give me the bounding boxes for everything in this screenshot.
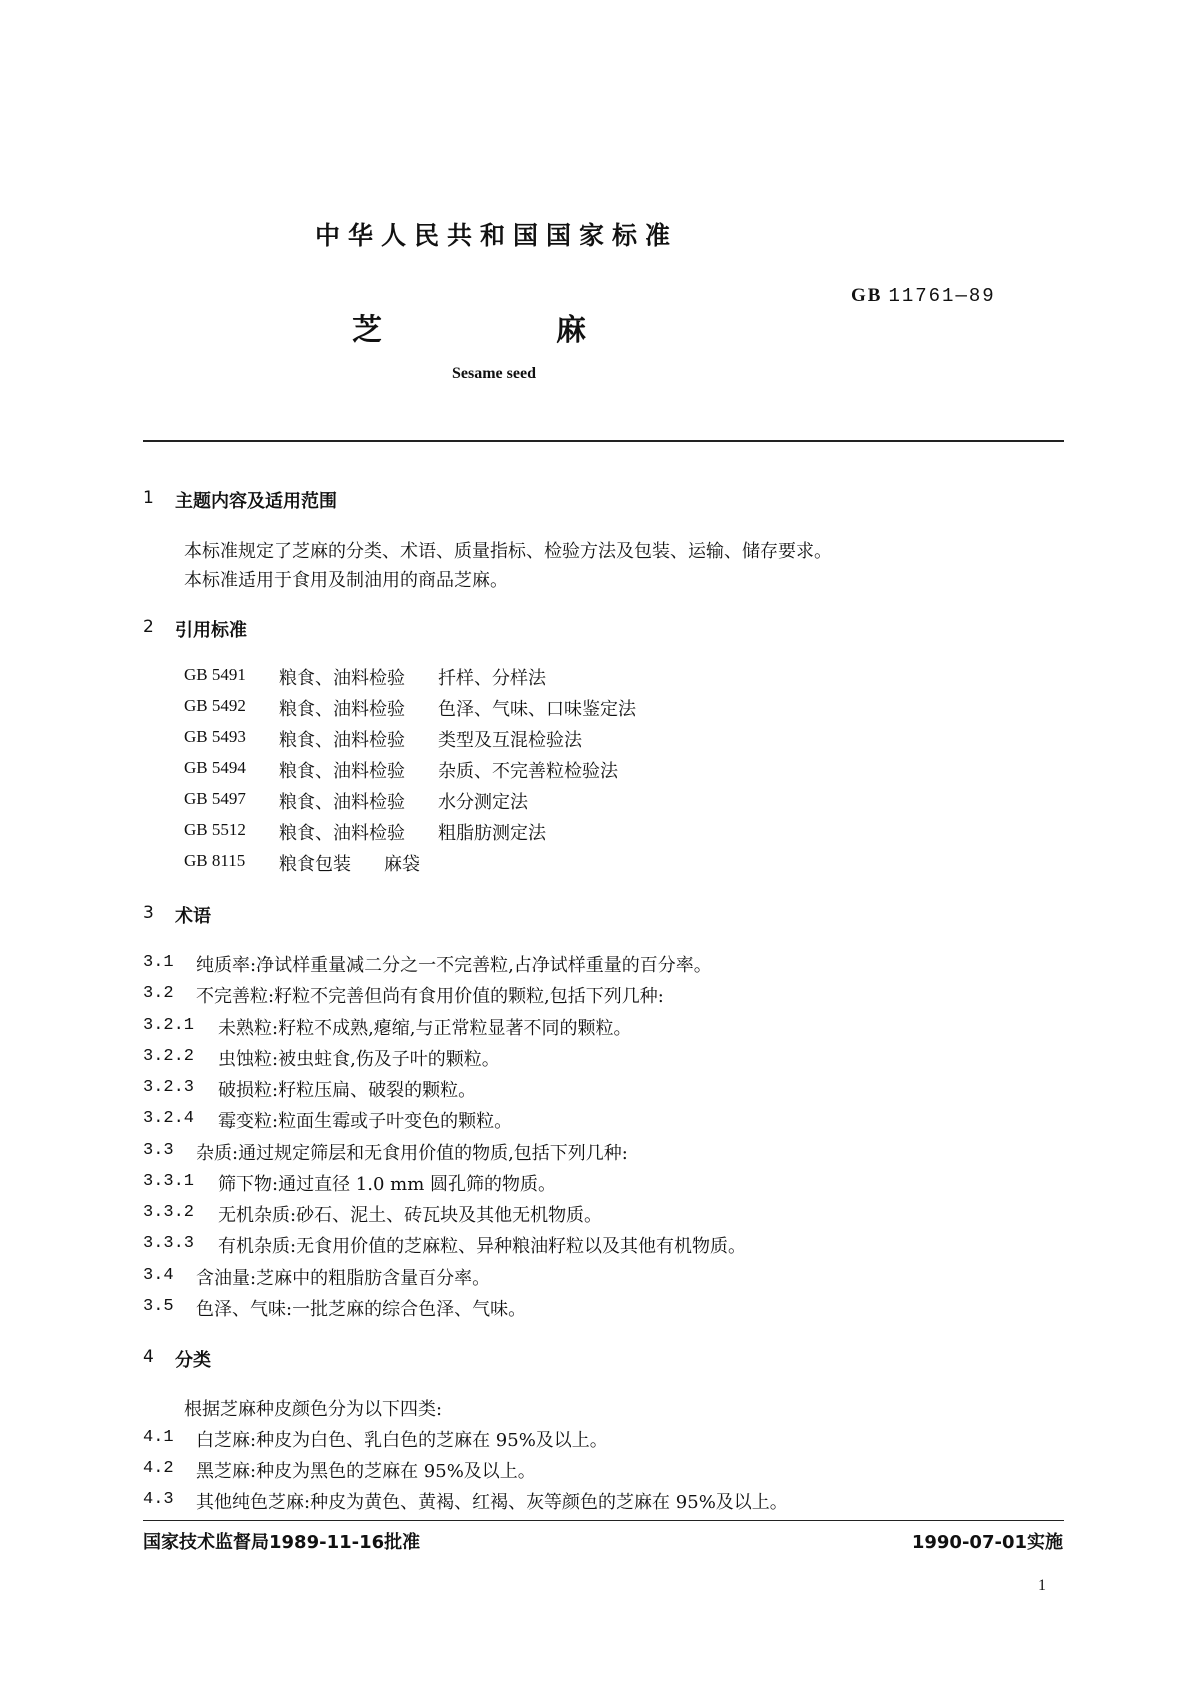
reference-code: GB 5493 bbox=[184, 727, 246, 746]
reference-code: GB 5494 bbox=[184, 758, 246, 777]
section-1-paragraph-1: 本标准规定了芝麻的分类、术语、质量指标、检验方法及包装、运输、储存要求。 bbox=[184, 541, 832, 562]
class-text: 白芝麻:种皮为白色、乳白色的芝麻在 95%及以上。 bbox=[196, 1430, 608, 1451]
term-number: 3.1 bbox=[143, 953, 174, 972]
reference-name: 水分测定法 bbox=[438, 792, 528, 813]
reference-category: 粮食、油料检验 bbox=[279, 699, 405, 720]
document-title-char-1: 芝 bbox=[352, 313, 382, 348]
reference-category: 粮食、油料检验 bbox=[279, 668, 405, 689]
class-text: 黑芝麻:种皮为黑色的芝麻在 95%及以上。 bbox=[196, 1461, 536, 1482]
section-1-title: 主题内容及适用范围 bbox=[175, 491, 337, 512]
reference-code: GB 5512 bbox=[184, 820, 246, 839]
reference-name: 色泽、气味、口味鉴定法 bbox=[438, 699, 636, 720]
standard-code-prefix: GB bbox=[851, 285, 883, 306]
term-number: 3.2.4 bbox=[143, 1109, 195, 1128]
term-number: 3.4 bbox=[143, 1266, 174, 1285]
section-4-title: 分类 bbox=[175, 1350, 211, 1371]
term-number: 3.2.3 bbox=[143, 1078, 195, 1097]
section-1-number: 1 bbox=[143, 488, 154, 508]
term-number: 3.3.3 bbox=[143, 1234, 195, 1253]
term-text: 杂质:通过规定筛层和无食用价值的物质,包括下列几种: bbox=[196, 1143, 628, 1164]
term-text: 破损粒:籽粒压扁、破裂的颗粒。 bbox=[218, 1080, 477, 1101]
class-number: 4.2 bbox=[143, 1459, 174, 1478]
section-4-intro: 根据芝麻种皮颜色分为以下四类: bbox=[184, 1399, 443, 1420]
page-number: 1 bbox=[1038, 1577, 1046, 1594]
reference-category: 粮食、油料检验 bbox=[279, 792, 405, 813]
term-text: 色泽、气味:一批芝麻的综合色泽、气味。 bbox=[196, 1299, 527, 1320]
term-number: 3.5 bbox=[143, 1297, 174, 1316]
section-2-title: 引用标准 bbox=[175, 620, 247, 641]
section-1-paragraph-2: 本标准适用于食用及制油用的商品芝麻。 bbox=[184, 570, 508, 591]
section-3-number: 3 bbox=[143, 903, 154, 923]
term-number: 3.2 bbox=[143, 984, 174, 1003]
standard-code-number: 11761—89 bbox=[888, 285, 996, 307]
reference-name: 扦样、分样法 bbox=[438, 668, 546, 689]
class-number: 4.3 bbox=[143, 1490, 174, 1509]
standard-org-title: 中华人民共和国国家标准 bbox=[315, 221, 679, 250]
term-number: 3.3.2 bbox=[143, 1203, 195, 1222]
reference-code: GB 5492 bbox=[184, 696, 246, 715]
term-text: 有机杂质:无食用价值的芝麻粒、异种粮油籽粒以及其他有机物质。 bbox=[218, 1236, 747, 1257]
term-number: 3.3 bbox=[143, 1141, 174, 1160]
standard-code bbox=[851, 285, 996, 307]
reference-category: 粮食包装 bbox=[279, 854, 351, 875]
header-divider bbox=[143, 440, 1064, 442]
reference-name: 粗脂肪测定法 bbox=[438, 823, 546, 844]
document-subtitle: Sesame seed bbox=[452, 365, 536, 382]
reference-name: 杂质、不完善粒检验法 bbox=[438, 761, 618, 782]
reference-name: 麻袋 bbox=[384, 854, 420, 875]
section-2-number: 2 bbox=[143, 617, 154, 637]
term-text: 不完善粒:籽粒不完善但尚有食用价值的颗粒,包括下列几种: bbox=[196, 986, 664, 1007]
term-text: 筛下物:通过直径 1.0 mm 圆孔筛的物质。 bbox=[218, 1174, 556, 1195]
class-number: 4.1 bbox=[143, 1428, 174, 1447]
reference-code: GB 5491 bbox=[184, 665, 246, 684]
term-text: 含油量:芝麻中的粗脂肪含量百分率。 bbox=[196, 1268, 491, 1289]
document-title-char-2: 麻 bbox=[556, 313, 586, 348]
section-4-number: 4 bbox=[143, 1347, 154, 1367]
reference-category: 粮食、油料检验 bbox=[279, 761, 405, 782]
approval-statement: 国家技术监督局1989-11-16批准 bbox=[143, 1532, 421, 1553]
reference-category: 粮食、油料检验 bbox=[279, 730, 405, 751]
section-3-title: 术语 bbox=[175, 906, 211, 927]
term-number: 3.3.1 bbox=[143, 1172, 195, 1191]
reference-category: 粮食、油料检验 bbox=[279, 823, 405, 844]
reference-name: 类型及互混检验法 bbox=[438, 730, 582, 751]
reference-code: GB 5497 bbox=[184, 789, 246, 808]
term-text: 未熟粒:籽粒不成熟,瘪缩,与正常粒显著不同的颗粒。 bbox=[218, 1018, 632, 1039]
term-text: 霉变粒:粒面生霉或子叶变色的颗粒。 bbox=[218, 1111, 513, 1132]
term-text: 无机杂质:砂石、泥土、砖瓦块及其他无机物质。 bbox=[218, 1205, 603, 1226]
reference-code: GB 8115 bbox=[184, 851, 246, 870]
term-number: 3.2.2 bbox=[143, 1047, 195, 1066]
term-text: 虫蚀粒:被虫蛀食,伤及子叶的颗粒。 bbox=[218, 1049, 500, 1070]
class-text: 其他纯色芝麻:种皮为黄色、黄褐、红褐、灰等颜色的芝麻在 95%及以上。 bbox=[196, 1492, 788, 1513]
footer-divider bbox=[143, 1520, 1064, 1521]
implementation-date: 1990-07-01实施 bbox=[911, 1532, 1063, 1553]
term-text: 纯质率:净试样重量减二分之一不完善粒,占净试样重量的百分率。 bbox=[196, 955, 712, 976]
term-number: 3.2.1 bbox=[143, 1016, 195, 1035]
